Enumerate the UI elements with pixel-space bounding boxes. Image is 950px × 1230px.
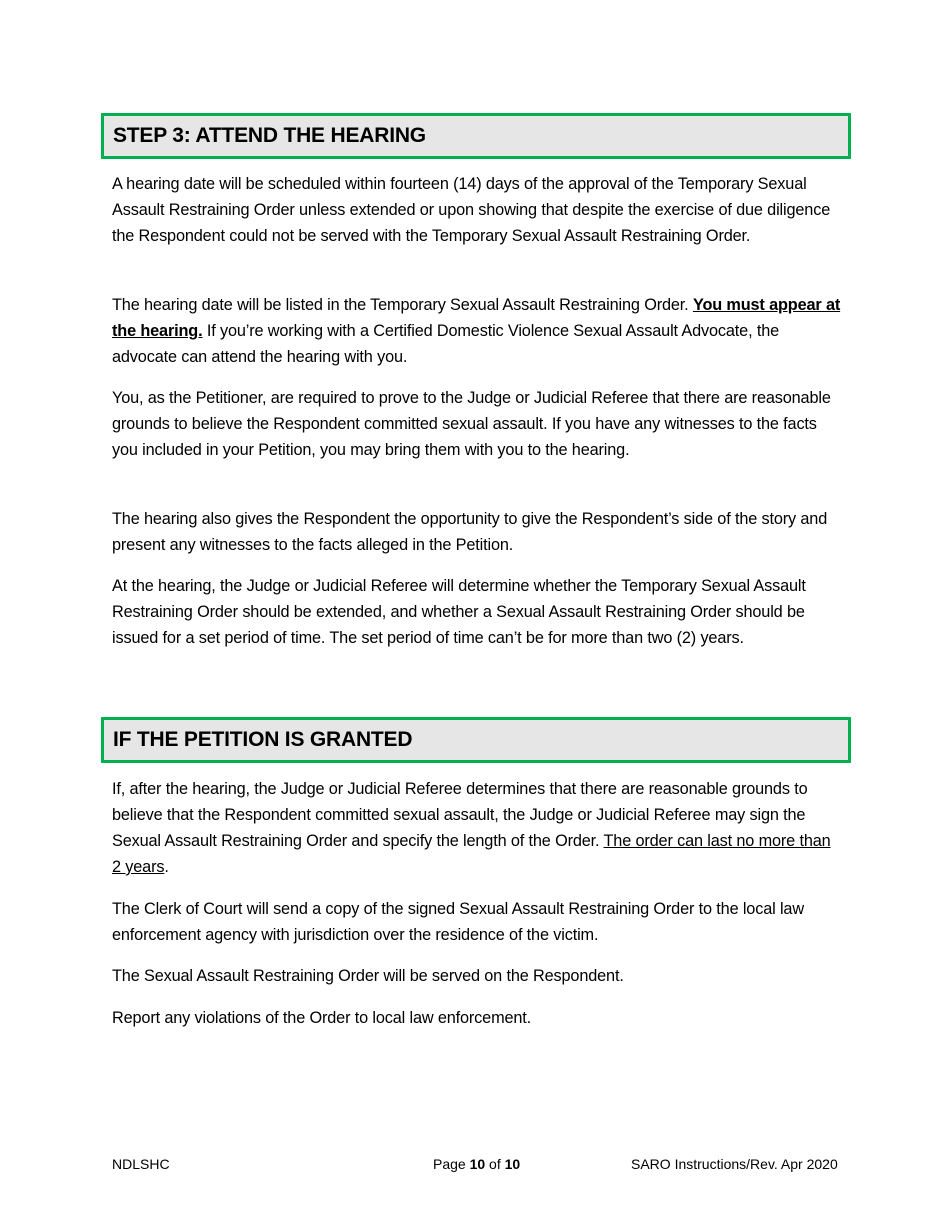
step3-paragraph-2 xyxy=(112,292,842,370)
footer-organization: NDLSHC xyxy=(112,1156,170,1172)
step3-paragraph-5: At the hearing, the Judge or Judicial Referee will determine whether the Temporary Sexual Assault Restraining Order should be extended, and whether a Sexual Assault Restraining Order should be issued for a set period of time. The set period of time can’t be for more than two (2) years. xyxy=(112,577,806,647)
footer-page-current: 10 xyxy=(469,1156,486,1172)
step3-heading: STEP 3: ATTEND THE HEARING xyxy=(113,124,426,147)
granted-paragraph-3: The Sexual Assault Restraining Order will be served on the Respondent. xyxy=(112,967,624,985)
footer-page-of: of xyxy=(485,1156,505,1172)
granted-paragraph-1-text-b: . xyxy=(164,858,169,876)
footer-revision: SARO Instructions/Rev. Apr 2020 xyxy=(631,1156,838,1172)
granted-paragraph-4: Report any violations of the Order to local law enforcement. xyxy=(112,1009,532,1027)
step3-paragraph-4: The hearing also gives the Respondent the opportunity to give the Respondent’s side of the story and present any witnesses to the facts alleged in the Petition. xyxy=(112,510,828,554)
must-appear-emphasis: You must appear at the hearing. xyxy=(112,296,841,340)
granted-header-box xyxy=(101,717,851,763)
footer-page-total: 10 xyxy=(504,1156,521,1172)
granted-paragraph-1 xyxy=(112,776,842,880)
step3-paragraph-2-text-a: The hearing date will be listed in the Temporary Sexual Assault Restraining Order. xyxy=(112,296,693,314)
granted-heading: IF THE PETITION IS GRANTED xyxy=(113,728,413,751)
footer-page-label: Page xyxy=(433,1156,470,1172)
footer-page-number xyxy=(433,1154,520,1174)
step3-paragraph-2-text-b: If you’re working with a Certified Domestic Violence Sexual Assault Advocate, the advocate can attend the hearing with you. xyxy=(112,322,780,366)
granted-paragraph-1-text-a: If, after the hearing, the Judge or Judicial Referee determines that there are reasonable grounds to believe that the Respondent committed sexual assault, the Judge or Judicial Referee may sign the Sexual Assault Restraining Order and specify the length of the Order. xyxy=(112,780,808,850)
step3-paragraph-1: A hearing date will be scheduled within fourteen (14) days of the approval of the Temporary Sexual Assault Restraining Order unless extended or upon showing that despite the exercise of due diligence the Respondent could not be served with the Temporary Sexual Assault Restraining Order. xyxy=(112,175,831,245)
step3-paragraph-3: You, as the Petitioner, are required to prove to the Judge or Judicial Referee that there are reasonable grounds to believe the Respondent committed sexual assault. If you have any witnesses to the facts you included in your Petition, you may bring them with you to the hearing. xyxy=(112,389,831,459)
granted-paragraph-2: The Clerk of Court will send a copy of the signed Sexual Assault Restraining Order to the local law enforcement agency with jurisdiction over the residence of the victim. xyxy=(112,900,804,944)
order-duration-underlined: The order can last no more than 2 years xyxy=(112,832,831,876)
step3-header-box xyxy=(101,113,851,159)
